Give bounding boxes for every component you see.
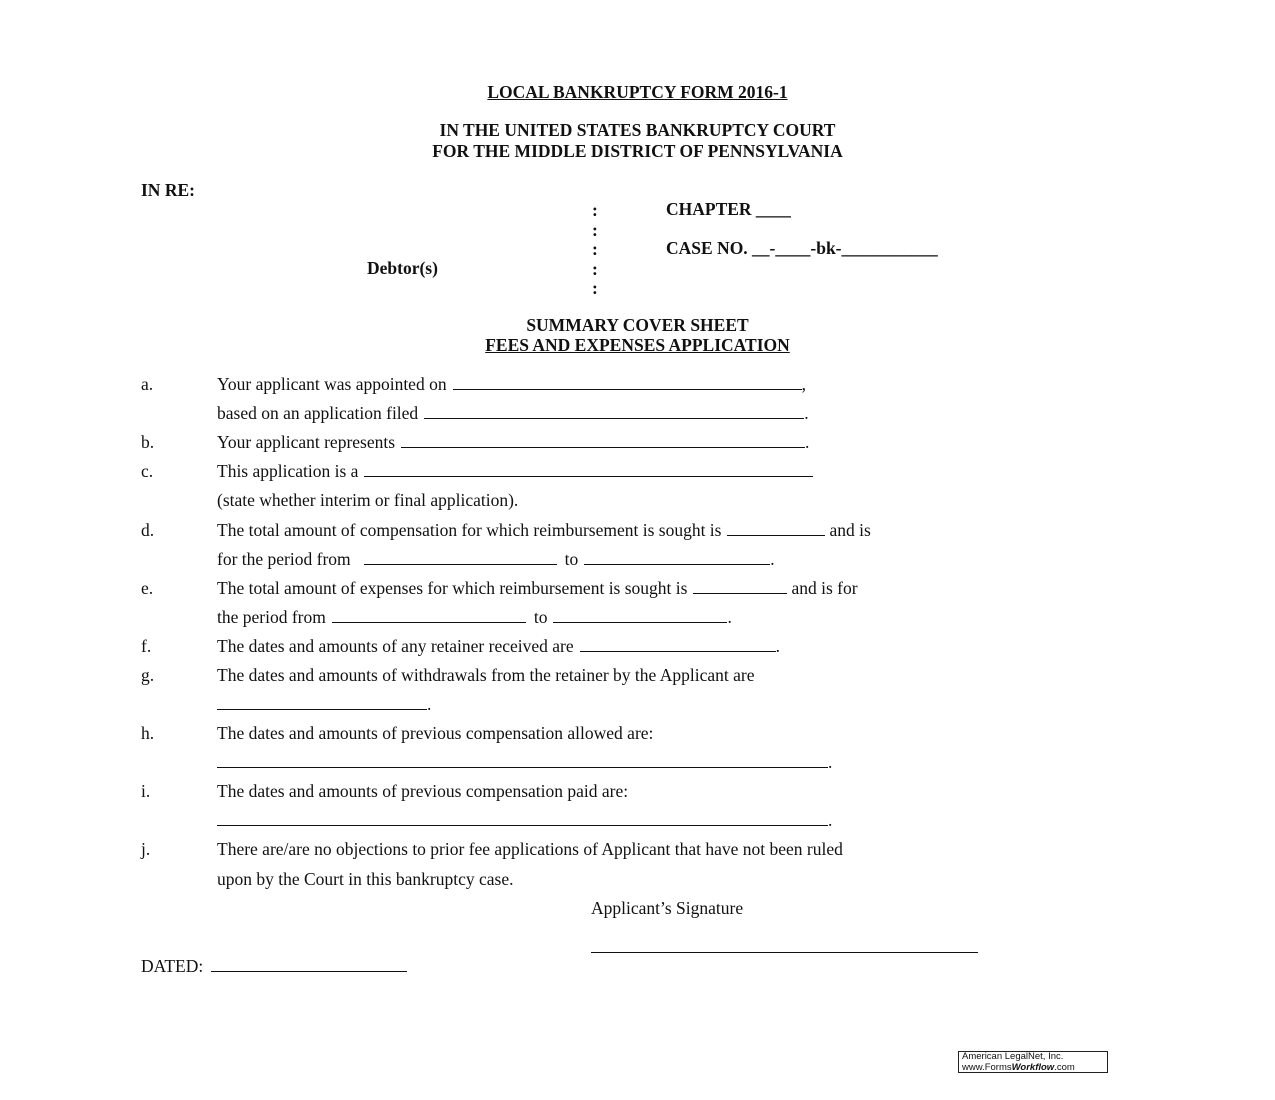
item-e-text: the period from [217,607,326,627]
item-b-line [217,432,809,452]
appointed-date-blank[interactable] [453,374,802,390]
item-e-text: to [533,607,548,627]
caption-colon: : [592,200,598,220]
period: . [770,549,775,569]
summary-title: SUMMARY COVER SHEET [526,315,749,335]
retainer-received-blank[interactable] [580,636,776,652]
compensation-period-from-blank[interactable] [364,549,557,565]
item-f-text: The dates and amounts of any retainer received are [217,636,574,656]
item-d-text: to [564,549,579,569]
dated-line [141,956,407,976]
item-letter: f. [141,636,152,656]
court-name-line1: IN THE UNITED STATES BANKRUPTCY COURT [439,120,836,140]
publisher-url: www.FormsWorkflow.com [962,1061,1075,1073]
expenses-amount-blank[interactable] [693,578,787,594]
item-a-line1 [217,374,806,394]
comma: , [801,374,806,394]
period: . [427,694,432,714]
compensation-paid-blank[interactable] [217,810,828,826]
item-h-line2 [217,752,832,772]
item-letter: c. [141,461,154,481]
item-c-line2: (state whether interim or final application). [217,490,519,510]
case-number-field[interactable]: CASE NO. __-____-bk-___________ [666,238,938,258]
publisher-name: American LegalNet, Inc. [962,1051,1064,1062]
compensation-period-to-blank[interactable] [584,549,770,565]
item-g-line2 [217,694,431,714]
chapter-field[interactable]: CHAPTER ____ [666,199,791,219]
publisher-badge [958,1051,1108,1073]
item-d-line2 [217,549,775,569]
item-d-text: The total amount of compensation for which reimbursement is sought is [217,520,722,540]
item-e-line1 [217,578,858,598]
form-title: LOCAL BANKRUPTCY FORM 2016-1 [487,82,788,102]
item-letter: a. [141,374,154,394]
compensation-amount-blank[interactable] [727,520,825,536]
expenses-period-to-blank[interactable] [553,607,727,623]
application-title: FEES AND EXPENSES APPLICATION [485,335,790,355]
item-i-text: The dates and amounts of previous compensation paid are: [217,781,629,801]
item-letter: b. [141,432,155,452]
expenses-period-from-blank[interactable] [332,607,526,623]
item-d-text: and is [829,520,871,540]
retainer-withdrawals-blank[interactable] [217,694,427,710]
represents-blank[interactable] [401,432,805,448]
signature-label: Applicant’s Signature [591,898,744,918]
in-re-label: IN RE: [141,180,195,200]
item-c-line1 [217,461,813,481]
item-j-text: There are/are no objections to prior fee applications of Applicant that have not been ruled [217,839,843,859]
caption-colon: : [592,239,598,259]
caption-colon: : [592,259,598,279]
caption-colon: : [592,220,598,240]
debtor-label: Debtor(s) [367,258,438,278]
item-letter: e. [141,578,154,598]
application-filed-blank[interactable] [424,403,804,419]
compensation-allowed-blank[interactable] [217,752,828,768]
item-letter: d. [141,520,155,540]
item-d-text: for the period from [217,549,351,569]
item-i-line2 [217,810,832,830]
application-type-blank[interactable] [364,461,813,477]
period: . [828,810,833,830]
period: . [775,636,781,656]
item-d-line1 [217,520,871,540]
item-a-text: based on an application filed [217,403,419,423]
item-letter: g. [141,665,155,685]
item-h-text: The dates and amounts of previous compensation allowed are: [217,723,654,743]
item-a-text: Your applicant was appointed on [217,374,447,394]
period: . [804,403,809,423]
item-j-text: upon by the Court in this bankruptcy case. [217,869,514,889]
item-e-text: and is for [791,578,858,598]
period: . [727,607,732,627]
item-e-line2 [217,607,732,627]
item-a-line2 [217,403,809,423]
item-f-line [217,636,780,656]
item-letter: i. [141,781,151,801]
dated-blank[interactable] [211,956,407,972]
dated-label: DATED: [141,956,204,976]
item-e-text: The total amount of expenses for which reimbursement is sought is [217,578,688,598]
item-c-text: This application is a [217,461,359,481]
item-b-text: Your applicant represents [217,432,396,452]
item-letter: h. [141,723,155,743]
caption-colon: : [592,278,598,298]
period: . [805,432,810,452]
period: . [828,752,833,772]
signature-line[interactable] [591,952,978,953]
item-g-text: The dates and amounts of withdrawals from the retainer by the Applicant are [217,665,755,685]
court-name-line2: FOR THE MIDDLE DISTRICT OF PENNSYLVANIA [432,141,843,161]
item-letter: j. [141,839,151,859]
